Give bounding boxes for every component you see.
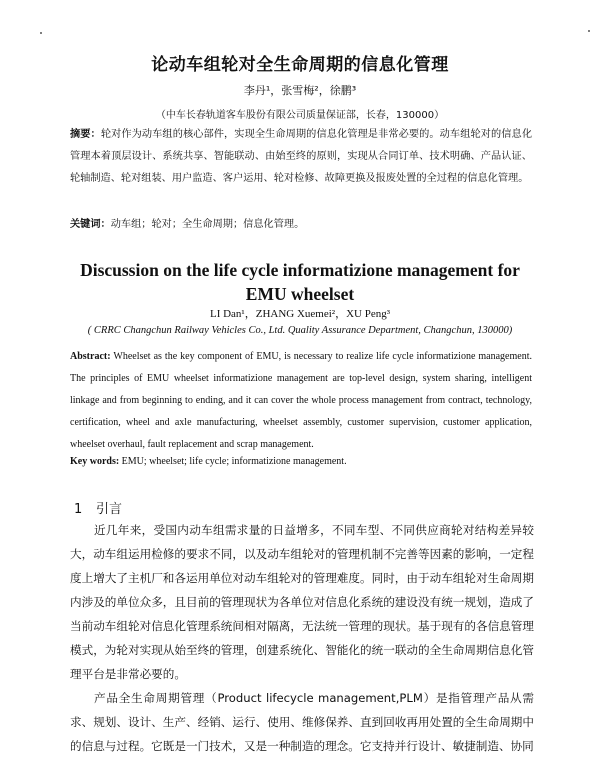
english-authors: LI Dan¹，ZHANG Xuemei²，XU Peng³ — [209, 308, 391, 320]
chinese-affiliation: （中车长春轨道客车股份有限公司质量保证部，长春，130000） — [155, 110, 445, 121]
english-keywords — [70, 456, 532, 467]
english-abstract-text: Wheelset as the key component of EMU, is necessary to realize life cycle informatizione management. The principles of EMU wheelset informatizione management are top-level design, system sharing, intelligent linkage and from beginning to ending, and it can cover the whole process management from contract, technology, certification, wheel and axle manufacturing, wheelset assembly, customer supervision, customer application, wheelset overhaul, fault replacement and scrap management. — [70, 351, 532, 450]
section-title: 引言 — [96, 502, 123, 517]
english-keywords-label: Key words: — [70, 456, 120, 467]
body-paragraph-2: 产品全生命周期管理（Product lifecycle management,PLM）是指管理产品从需求、规划、设计、生产、经销、运行、使用、维修保养、直到回收再用处置的全生命周期中的信息与过程。它既是一门技术，又是一种制造的理念。它支持并行设计、敏捷制造、协同 — [70, 691, 534, 753]
chinese-keywords-text: 动车组；轮对；全生命周期；信息化管理。 — [110, 219, 305, 230]
scan-speck — [588, 30, 590, 32]
english-abstract — [70, 346, 532, 456]
section-number: 1 — [74, 502, 83, 517]
scan-speck — [40, 32, 42, 34]
chinese-title: 论动车组轮对全生命周期的信息化管理 — [151, 55, 449, 75]
chinese-abstract — [70, 124, 532, 190]
english-affiliation: ( CRRC Changchun Railway Vehicles Co., Ltd. Quality Assurance Department, Changchun, 130000) — [87, 325, 513, 336]
chinese-abstract-label: 摘要： — [70, 129, 101, 140]
chinese-abstract-text: 轮对作为动车组的核心部件，实现全生命周期的信息化管理是非常必要的。动车组轮对的信息化管理本着顶层设计、系统共享、智能联动、由始至终的原则，实现从合同订单、技术明确、产品认证、轮轴制造、轮对组装、用户监造、客户运用、轮对检修、故障更换及报废处置的全过程的信息化管理。 — [70, 129, 533, 184]
chinese-keywords-label: 关键词： — [70, 219, 111, 230]
section-heading — [74, 498, 122, 517]
english-title: Discussion on the life cycle informatizione management for EMU wheelset — [80, 260, 520, 304]
english-abstract-label: Abstract: — [70, 351, 111, 362]
english-keywords-text: EMU; wheelset; life cycle; informatizione management. — [121, 456, 347, 467]
chinese-authors: 李丹¹，张雪梅²，徐鹏³ — [243, 84, 357, 97]
body-paragraph-1: 近几年来，受国内动车组需求量的日益增多，不同车型、不同供应商轮对结构差异较大，动车组运用检修的要求不同，以及动车组轮对的管理机制不完善等因素的影响，一定程度上增大了主机厂和各运用单位对动车组轮对的管理难度。同时，由于动车组轮对生命周期内涉及的单位众多，且目前的管理现状为各单位对信息化系统的建设没有统一规划，造成了当前动车组轮对信息化管理系统间相对隔离，无法统一管理的现状。基于现有的各信息管理模式，为轮对实现从始至终的管理，创建系统化、智能化的统一联动的全生命周期信息化管理平台是非常必要的。 — [70, 523, 534, 681]
chinese-keywords — [70, 214, 532, 236]
